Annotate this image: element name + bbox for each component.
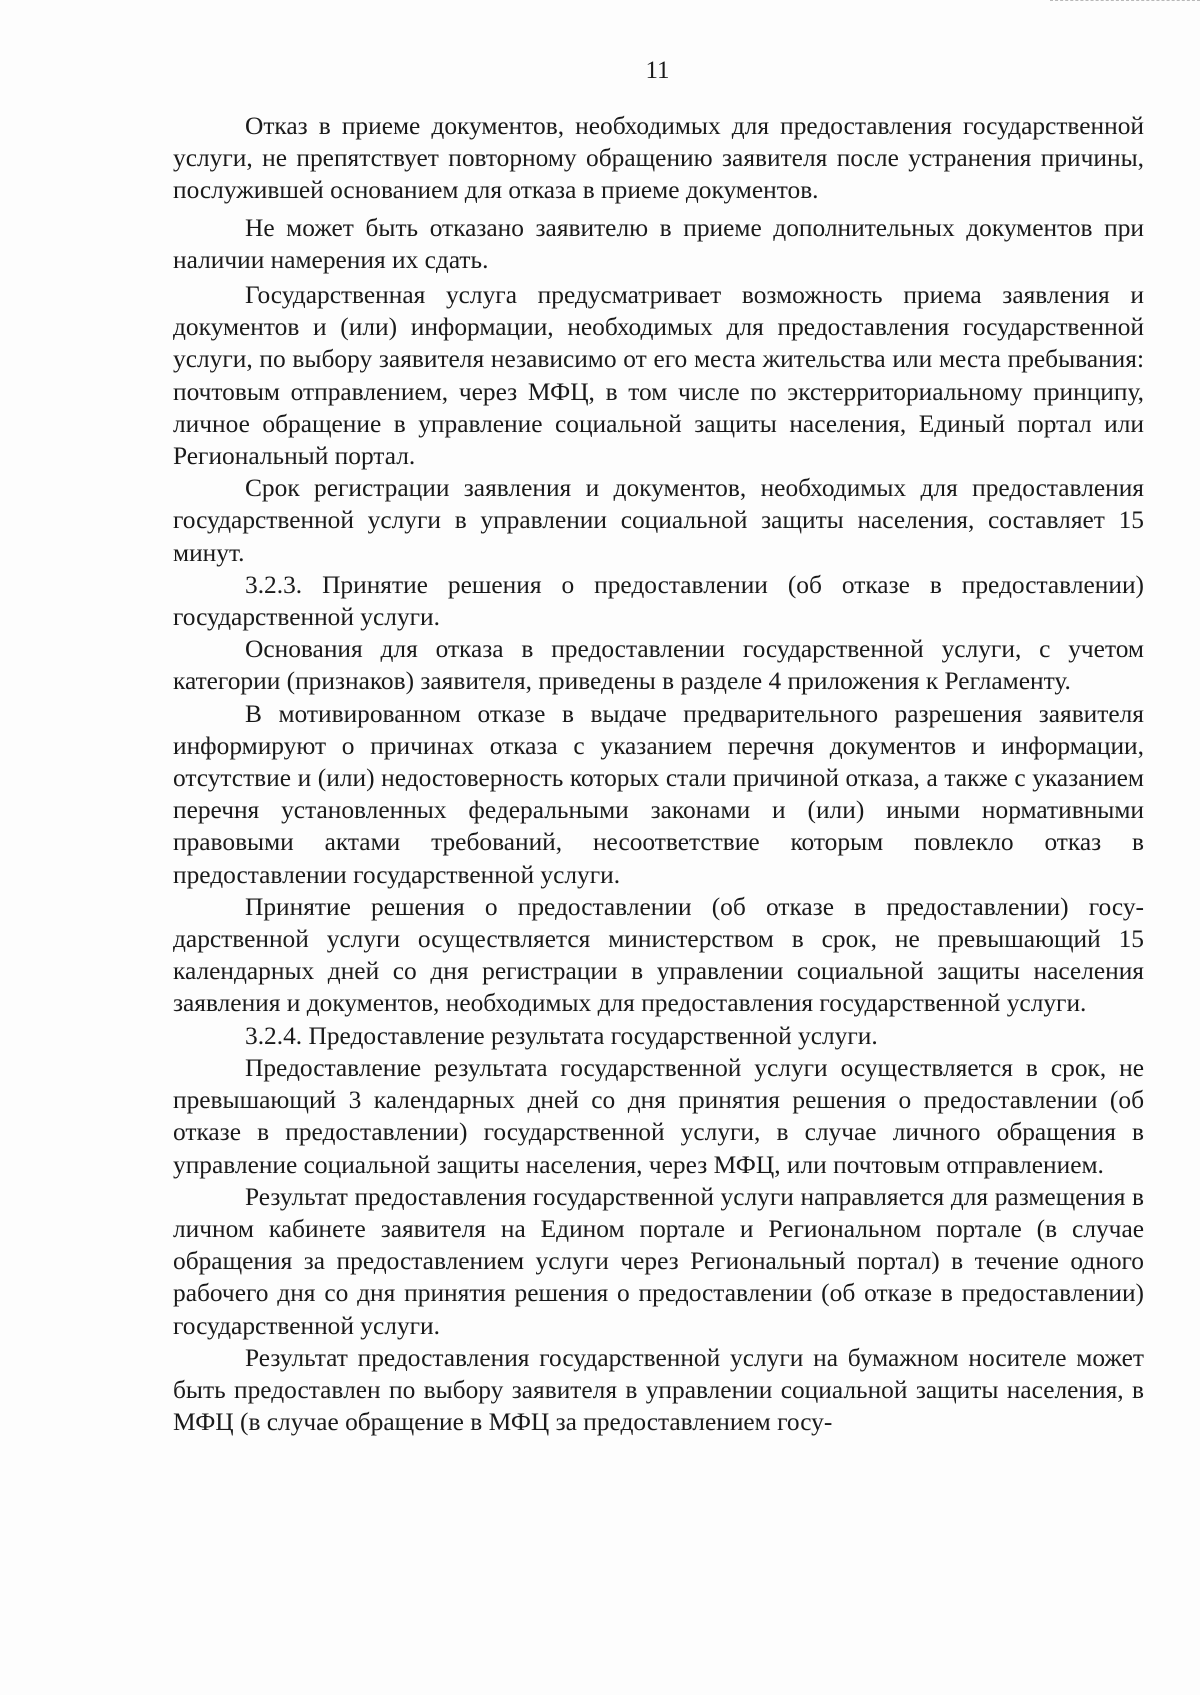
scan-edge-line <box>1050 0 1200 3</box>
page-number: 11 <box>645 57 670 84</box>
paragraph: Предоставление результата государственной услуги осуществляется в срок, не превышающий 3 календарных дней со дня принятия решения о предоставлении (об отказе в предоставлении) государственной услуги, в случае личного обращения в управление социальной защиты населения, через МФЦ, или почтовым отправлением. <box>173 1053 1144 1179</box>
paragraph: Результат предоставления государственной услуги направляется для размещения в личном кабинете заявителя на Едином портале и Региональном портале (в случае обращения за предоставлением услуги через Региональный портал) в течение одного рабочего дня со дня принятия решения о предоставлении (об отказе в предоставлении) государственной услуги. <box>173 1182 1144 1340</box>
section-heading: 3.2.3. Принятие решения о предоставлении (об отказе в предоставлении) государственной услуги. <box>173 570 1144 632</box>
document-body <box>173 110 1144 1438</box>
paragraph: Срок регистрации заявления и документов, необходимых для предоставления государственной услуги в управлении социальной защиты населения, составляет 15 минут. <box>173 474 1144 567</box>
paragraph: Принятие решения о предоставлении (об отказе в предоставлении) государственной услуги осуществляется министерством в срок, не превышающий 15 календарных дней со дня регистрации в управлении социальной защиты населения заявления и документов, необходимых для предоставления государственной услуги. <box>173 892 1144 1018</box>
paragraph: Основания для отказа в предоставлении государственной услуги, с учетом категории (признаков) заявителя, приведены в разделе 4 приложения к Регламенту. <box>173 635 1144 696</box>
paragraph: Не может быть отказано заявителю в приеме дополнительных документов при наличии намерения их сдать. <box>173 213 1144 274</box>
paragraph: Результат предоставления государственной услуги на бумажном носителе может быть предоставлен по выбору заявителя в управлении социальной защиты населения, в МФЦ (в случае обращение в МФЦ за предоставлением госу- <box>173 1343 1144 1437</box>
paragraph: Государственная услуга предусматривает возможность приема заявления и документов и (или) информации, необходимых для предоставления государственной услуги, по выбору заявителя независимо от его места жительства или места пребывания: почтовым отправлением, через МФЦ, в том числе по экстерриториальному принципу, личное обращение в управление социальной защиты населения, Единый портал или Региональный портал. <box>173 281 1144 471</box>
paragraph: Отказ в приеме документов, необходимых для предоставления государственной услуги, не препятствует повторному обращению заявителя после устранения причины, послужившей основанием для отказа в приеме документов. <box>173 112 1144 205</box>
section-heading: 3.2.4. Предоставление результата государственной услуги. <box>245 1021 878 1050</box>
paragraph: В мотивированном отказе в выдаче предварительного разрешения заявителя информируют о причинах отказа с указанием перечня документов и информации, отсутствие и (или) недостоверность которых стали причиной отказа, а также с указанием перечня установленных федеральными законами и (или) иными нормативными правовыми актами требований, несоответствие которым повлекло отказ в предоставлении государственной услуги. <box>173 699 1144 889</box>
